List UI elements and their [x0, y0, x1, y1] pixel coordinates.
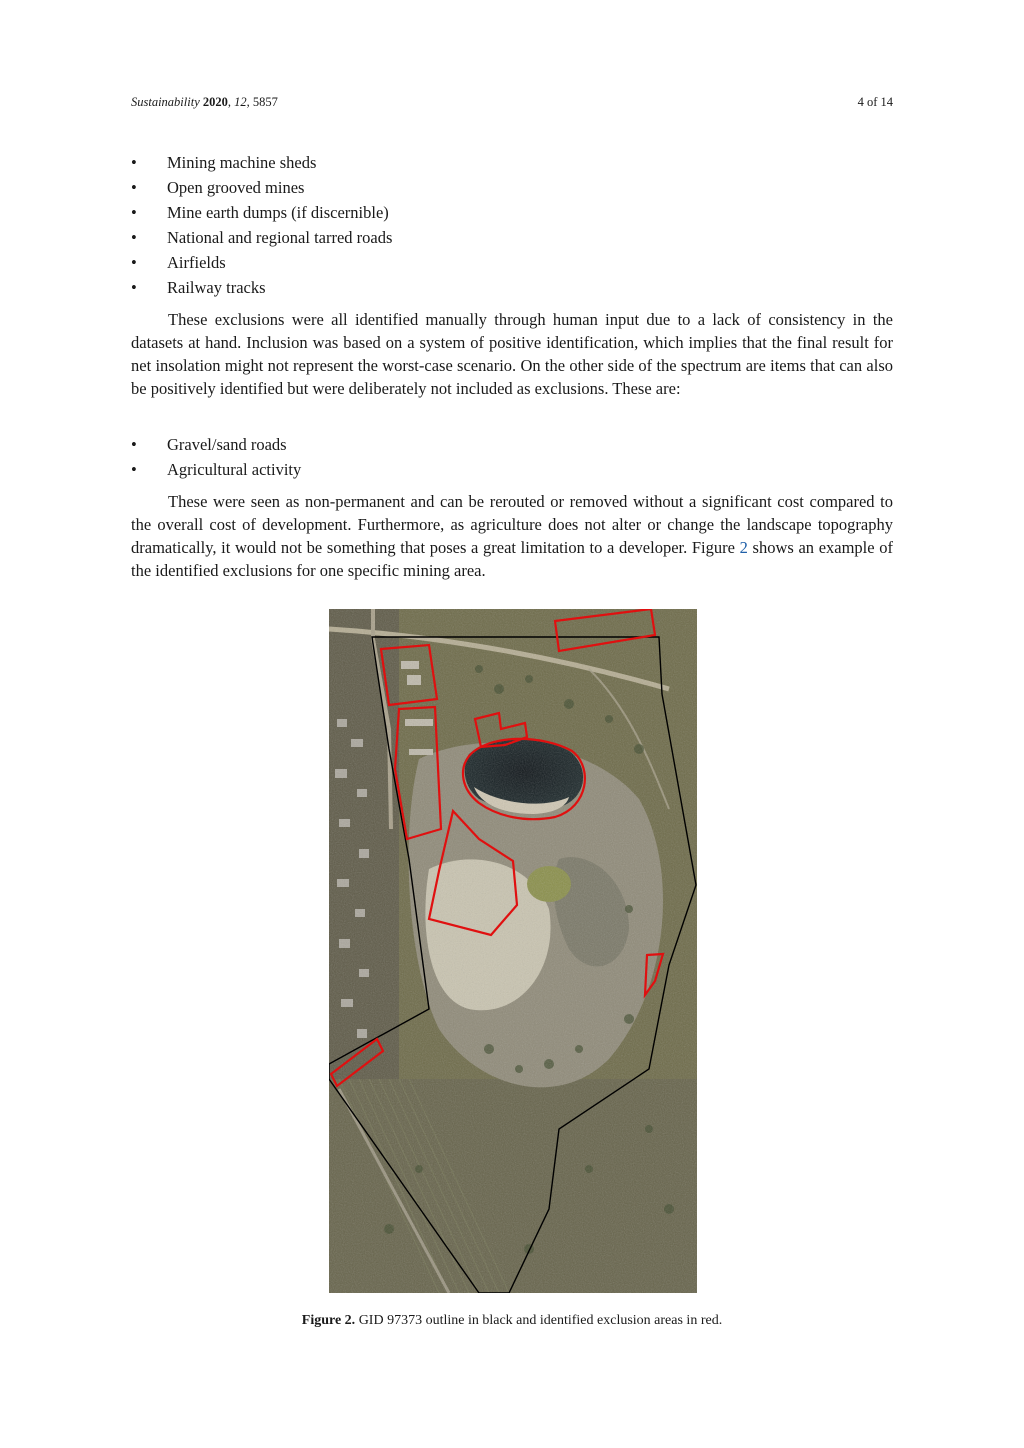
figure-caption [0, 1313, 1024, 1329]
bullet-glyph: • [131, 278, 137, 297]
running-header: Sustainability 2020, 12, 5857 4 of 14 [131, 95, 893, 109]
bullet-glyph: • [131, 460, 137, 479]
aerial-image [329, 609, 697, 1293]
list-item: • Railway tracks [131, 275, 392, 300]
aerial-figure [329, 609, 697, 1293]
body-paragraph-2: These were seen as non-permanent and can be rerouted or removed without a significant cost compared to the overall cost of development. Furthermore, as agriculture does not alter or change the landscape topography dramatically, it would not be something that poses a great limitation to a developer. Figure 2 shows an example of the identified exclusions for one specific mining area. [131, 492, 893, 580]
list-item: • Mine earth dumps (if discernible) [131, 200, 392, 225]
non-exclusion-list [131, 432, 301, 482]
bullet-glyph: • [131, 228, 137, 247]
list-item: • National and regional tarred roads [131, 225, 392, 250]
bullet-glyph: • [131, 435, 137, 454]
list-item: • Mining machine sheds [131, 150, 392, 175]
page-number: 4 of 14 [857, 95, 893, 109]
journal-volume: 12 [234, 95, 247, 109]
journal-year: 2020 [202, 95, 228, 109]
figure-caption-text: GID 97373 outline in black and identified exclusion areas in red. [358, 1313, 723, 1328]
list-item: • Airfields [131, 250, 392, 275]
exclusion-list [131, 150, 392, 300]
bullet-glyph: • [131, 153, 137, 172]
journal-name: Sustainability [131, 95, 200, 109]
figure-reference-link[interactable]: 2 [739, 538, 748, 557]
bullet-glyph: • [131, 178, 137, 197]
list-item: • Gravel/sand roads [131, 432, 301, 457]
list-item: • Open grooved mines [131, 175, 392, 200]
figure-label: Figure 2. [301, 1313, 356, 1328]
bullet-glyph: • [131, 203, 137, 222]
list-item: • Agricultural activity [131, 457, 301, 482]
body-paragraph-1: These exclusions were all identified manually through human input due to a lack of consistency in the datasets at hand. Inclusion was based on a system of positive identification, which implies that the final result for net insolation might not represent the worst-case scenario. On the other side of the spectrum are items that can also be positively identified but were deliberately not included as exclusions. These are: [131, 310, 893, 398]
article-number: 5857 [252, 95, 278, 109]
bullet-glyph: • [131, 253, 137, 272]
